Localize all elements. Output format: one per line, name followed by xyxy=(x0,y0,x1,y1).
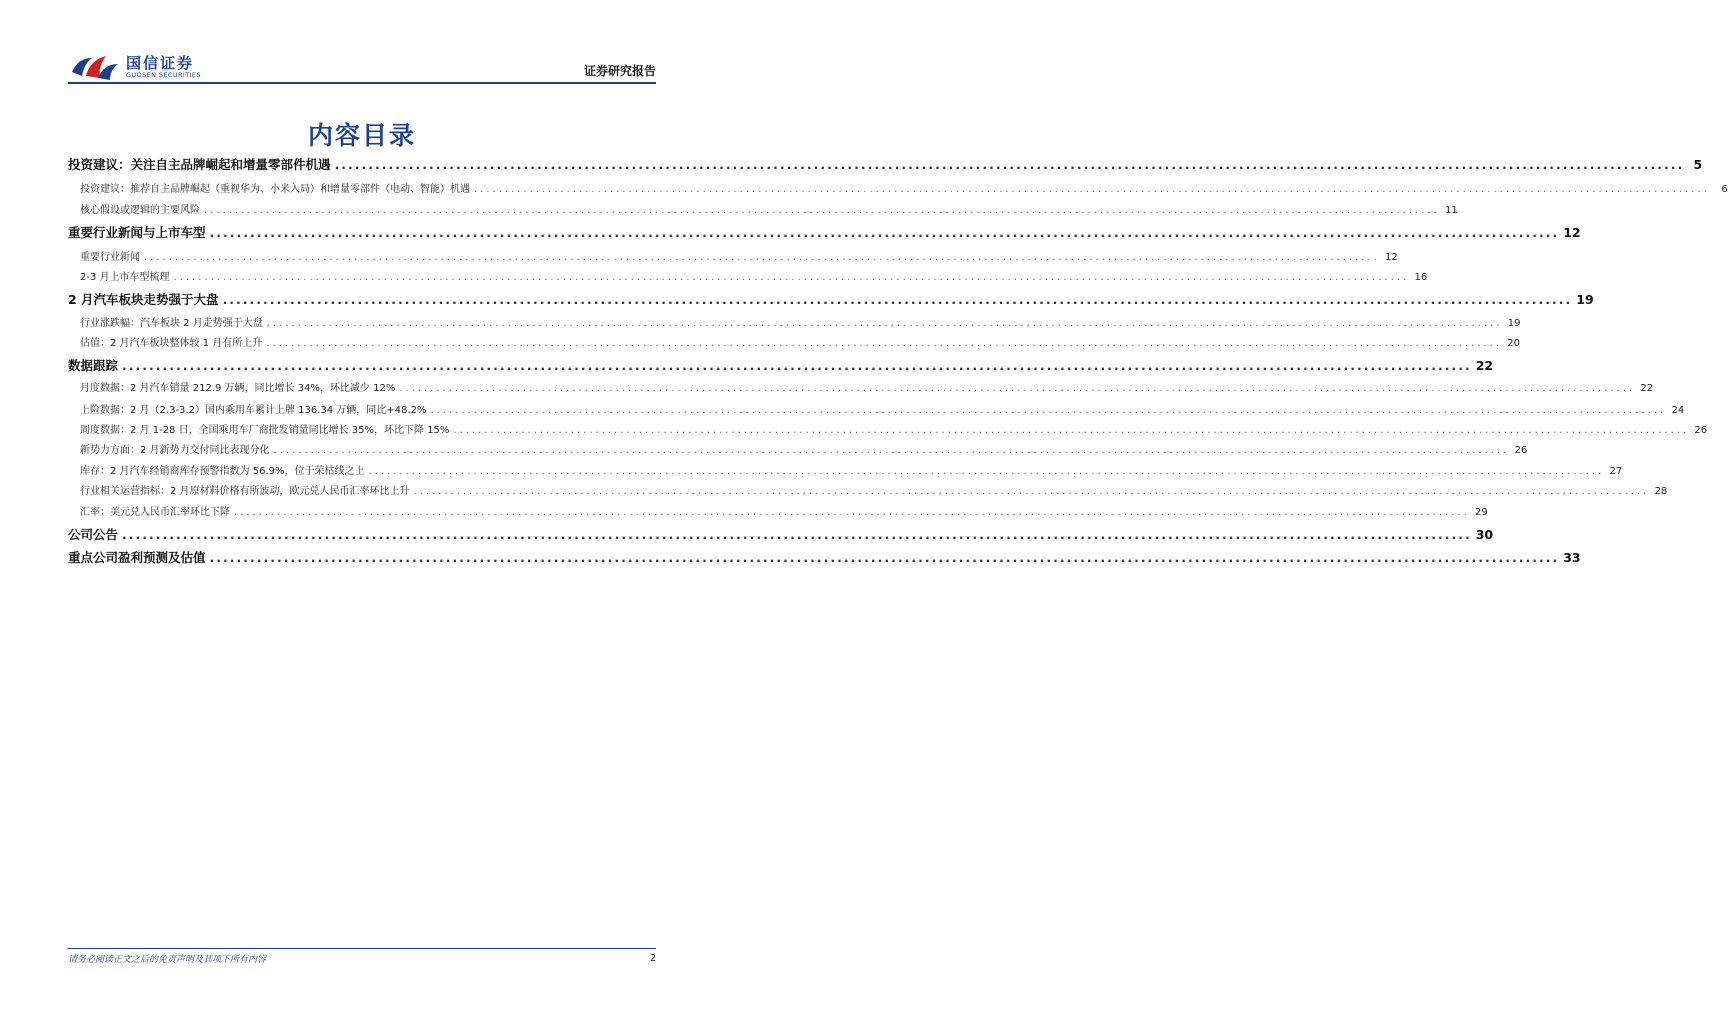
toc-subsection-entry[interactable] xyxy=(68,201,1458,216)
toc-entry-title: 投资建议：关注自主品牌崛起和增量零部件机遇 xyxy=(68,157,331,172)
toc-entry-title: 重点公司盈利预测及估值 xyxy=(68,550,206,565)
toc-dot-leader: ........................................................................................................................................................................................................ xyxy=(173,272,1410,283)
toc-page-number: 27 xyxy=(1609,466,1623,477)
toc-subsection-entry[interactable] xyxy=(68,421,1708,436)
toc-dot-leader: ........................................................................................................................................................................................................ xyxy=(222,292,1573,307)
toc-page-number: 11 xyxy=(1445,205,1458,216)
toc-dot-leader: ........................................................................................................................................................................................................ xyxy=(453,425,1690,436)
toc-dot-leader: ........................................................................................................................................................................................................ xyxy=(430,405,1667,416)
toc-subsection-entry[interactable] xyxy=(68,268,1428,283)
toc-page-number: 19 xyxy=(1576,292,1594,307)
toc-section-entry[interactable] xyxy=(68,290,1594,308)
guosen-logo-icon xyxy=(68,50,120,82)
toc-dot-leader: ........................................................................................................................................................................................................ xyxy=(266,318,1503,329)
toc-subsection-entry[interactable] xyxy=(68,462,1623,477)
toc-subsection-entry[interactable] xyxy=(68,379,1654,394)
toc-page-number: 22 xyxy=(1475,358,1494,373)
toc-entry-title: 周度数据：2 月 1-28 日，全国乘用车厂商批发销量同比增长 35%，环比下降 15% xyxy=(80,425,450,436)
footer-divider xyxy=(68,948,656,949)
report-type-label: 证券研究报告 xyxy=(583,64,656,78)
toc-dot-leader: ........................................................................................................................................................................................................ xyxy=(273,445,1510,456)
toc-entry-title: 数据跟踪 xyxy=(68,358,119,373)
toc-subsection-entry[interactable] xyxy=(68,334,1521,349)
toc-entry-title: 月度数据：2 月汽车销量 212.9 万辆，同比增长 34%，环比减少 12% xyxy=(80,383,396,394)
toc-section-entry[interactable] xyxy=(68,155,1703,173)
toc-page-number: 12 xyxy=(1563,225,1581,240)
toc-entry-title: 公司公告 xyxy=(68,527,119,542)
toc-page-number: 20 xyxy=(1507,338,1521,349)
toc-dot-leader: ........................................................................................................................................................................................................ xyxy=(122,358,1472,373)
toc-dot-leader: ........................................................................................................................................................................................................ xyxy=(399,383,1636,394)
toc-page-number: 26 xyxy=(1514,445,1528,456)
toc-subsection-entry[interactable] xyxy=(68,314,1521,329)
guosen-logo xyxy=(68,50,248,84)
logo-english-name: GUOSEN SECURITIES xyxy=(126,71,201,79)
toc-entry-title: 投资建议：推荐自主品牌崛起（重视华为、小米入局）和增量零部件（电动、智能）机遇 xyxy=(80,184,470,195)
toc-entry-title: 核心假设或逻辑的主要风险 xyxy=(80,205,200,216)
toc-entry-title: 新势力方面：2 月新势力交付同比表现分化 xyxy=(80,445,270,456)
page-number: 2 xyxy=(649,953,656,964)
toc-entry-title: 估值：2 月汽车板块整体较 1 月有所上升 xyxy=(80,338,263,349)
toc-page-number: 6 xyxy=(1721,184,1728,195)
toc-dot-leader: ........................................................................................................................................................................................................ xyxy=(474,184,1710,195)
toc-section-entry[interactable] xyxy=(68,525,1494,543)
toc-subsection-entry[interactable] xyxy=(68,180,1728,195)
toc-page-number: 22 xyxy=(1640,383,1654,394)
toc-page-number: 5 xyxy=(1693,157,1703,172)
toc-page-number: 24 xyxy=(1671,405,1685,416)
header-divider xyxy=(68,82,656,84)
toc-page-number: 19 xyxy=(1507,318,1521,329)
toc-dot-leader: ........................................................................................................................................................................................................ xyxy=(209,225,1560,240)
toc-entry-title: 汇率：美元兑人民币汇率环比下降 xyxy=(80,507,230,518)
toc-section-entry[interactable] xyxy=(68,356,1494,374)
toc-dot-leader: ........................................................................................................................................................................................................ xyxy=(144,252,1380,263)
toc-page-number: 28 xyxy=(1654,486,1668,497)
toc-subsection-entry[interactable] xyxy=(68,401,1685,416)
toc-page-number: 29 xyxy=(1475,507,1488,518)
toc-entry-title: 行业相关运营指标：2 月原材料价格有所波动，欧元兑人民币汇率环比上升 xyxy=(80,486,410,497)
toc-dot-leader: ........................................................................................................................................................................................................ xyxy=(413,486,1650,497)
toc-subsection-entry[interactable] xyxy=(68,503,1488,518)
toc-entry-title: 库存：2 月汽车经销商库存预警指数为 56.9%，位于荣枯线之上 xyxy=(80,466,365,477)
toc-dot-leader: ........................................................................................................................................................................................................ xyxy=(234,507,1470,518)
page-title: 内容目录 xyxy=(307,121,416,150)
toc-section-entry[interactable] xyxy=(68,548,1581,566)
toc-page-number: 12 xyxy=(1385,252,1398,263)
toc-entry-title: 重要行业新闻与上市车型 xyxy=(68,225,206,240)
toc-dot-leader: ........................................................................................................................................................................................................ xyxy=(334,157,1685,172)
toc-dot-leader: ........................................................................................................................................................................................................ xyxy=(204,205,1440,216)
toc-dot-leader: ........................................................................................................................................................................................................ xyxy=(122,527,1472,542)
logo-chinese-name: 国信证券 xyxy=(126,54,195,72)
toc-section-entry[interactable] xyxy=(68,223,1581,241)
page-header xyxy=(68,50,656,86)
toc-entry-title: 重要行业新闻 xyxy=(80,252,140,263)
toc-entry-title: 2 月汽车板块走势强于大盘 xyxy=(68,292,219,307)
toc-entry-title: 行业涨跌幅：汽车板块 2 月走势强于大盘 xyxy=(80,318,263,329)
toc-entry-title: 2-3 月上市车型梳理 xyxy=(80,272,170,283)
toc-subsection-entry[interactable] xyxy=(68,441,1528,456)
toc-dot-leader: ........................................................................................................................................................................................................ xyxy=(209,550,1560,565)
toc-page-number: 26 xyxy=(1694,425,1708,436)
toc-subsection-entry[interactable] xyxy=(68,248,1398,263)
toc-page-number: 33 xyxy=(1563,550,1581,565)
toc-subsection-entry[interactable] xyxy=(68,482,1668,497)
footer-disclaimer: 请务必阅读正文之后的免责声明及其项下所有内容 xyxy=(68,955,267,965)
toc-page-number: 30 xyxy=(1475,527,1494,542)
toc-page-number: 16 xyxy=(1414,272,1428,283)
toc-entry-title: 上险数据：2 月（2.3-3.2）国内乘用车累计上牌 136.34 万辆，同比+48.2% xyxy=(80,405,427,416)
toc-dot-leader: ........................................................................................................................................................................................................ xyxy=(266,338,1503,349)
toc-dot-leader: ........................................................................................................................................................................................................ xyxy=(368,466,1605,477)
